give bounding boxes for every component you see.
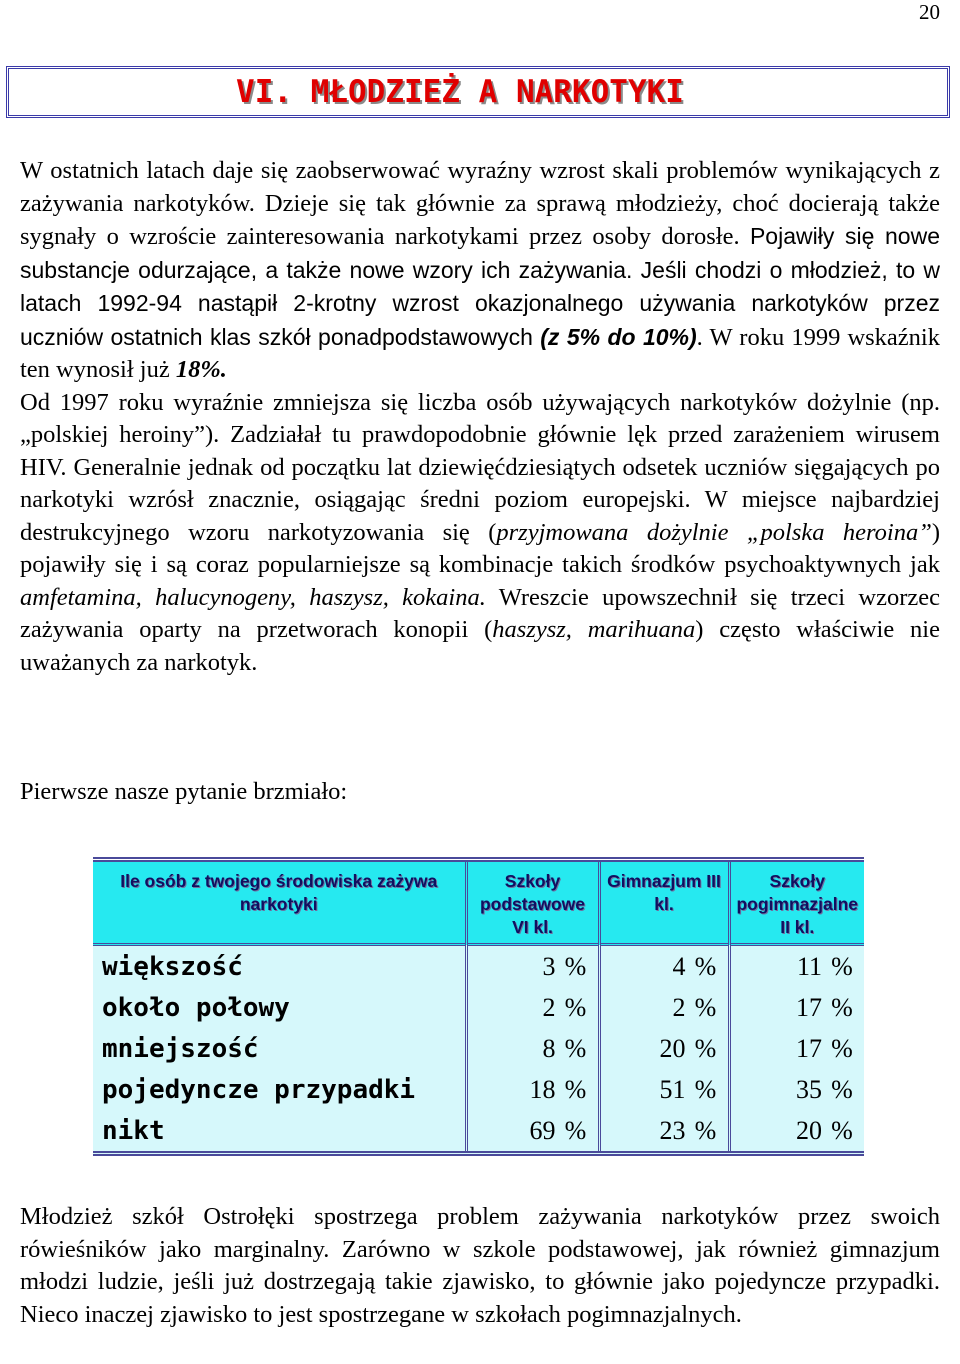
percent-value: 69: [529, 1115, 556, 1145]
table-row: [93, 1069, 864, 1110]
row-value-cell: [466, 1110, 599, 1154]
intro-emphasis-drugs: amfetamina, halucynogeny, haszysz, kokaina.: [20, 583, 486, 611]
row-value-cell: [729, 987, 864, 1028]
intro-sentence-1: W ostatnich latach daje się zaobserwować wyraźny wzrost skali problemów wynikających z zażywania narkotyków. Dzieje się tak głównie za sprawą młodzieży, choć docierają także sygnały o wzroście zainteresowania narkotykami przez osoby dorosłe.: [20, 157, 940, 250]
row-value-cell: [599, 945, 729, 988]
percent-sign: %: [831, 992, 853, 1022]
percent-sign: %: [831, 1033, 853, 1063]
survey-table-body: [93, 945, 864, 1154]
percent-value: 2: [542, 992, 556, 1022]
intro-sentence-5: ) pojawiły się i są coraz popularniejsze są kombinacje takich środków psychoaktywnych jak: [20, 518, 940, 578]
percent-value: 18: [529, 1074, 556, 1104]
row-value-cell: [729, 1110, 864, 1154]
percent-value: 2: [672, 992, 686, 1022]
table-row: [93, 987, 864, 1028]
row-value-cell: [729, 1028, 864, 1069]
table-header-row: [93, 860, 864, 945]
percent-sign: %: [831, 1074, 853, 1104]
chapter-title: VI. MŁODZIEŻ A NARKOTYKI: [236, 74, 684, 110]
percent-sign: %: [694, 1074, 717, 1104]
row-label: około połowy: [93, 987, 466, 1028]
header-question: Ile osób z twojego środowiska zażywa narkotyki: [93, 860, 466, 945]
percent-value: 4: [672, 951, 686, 981]
header-primary-school: Szkoły podstawowe VI kl.: [466, 860, 599, 945]
row-value-cell: [599, 1028, 729, 1069]
percent-sign: %: [694, 951, 717, 981]
page-number: 20: [919, 0, 940, 24]
percent-sign: %: [831, 1115, 853, 1145]
percent-value: 8: [542, 1033, 556, 1063]
percent-value: 20: [659, 1033, 686, 1063]
percent-sign: %: [831, 951, 853, 981]
percent-value: 11: [796, 951, 822, 981]
percent-value: 3: [542, 951, 556, 981]
row-value-cell: [599, 987, 729, 1028]
row-value-cell: [599, 1069, 729, 1110]
conclusion-paragraph: Młodzież szkół Ostrołęki spostrzega problem zażywania narkotyków przez swoich rówieśników jako marginalny. Zarówno w szkole podstawowej, jak również gimnazjum młodzi ludzie, jeśli już dostrzegają takie zjawisko, to głównie jako pojedyncze przypadki. Nieco inaczej zjawisko to jest spostrzegane w szkołach pogimnazjalnych.: [20, 1203, 940, 1328]
percent-value: 17: [796, 992, 822, 1022]
intro-sentence-3: . W roku 1999 wskaźnik ten wynosił już: [20, 323, 940, 383]
row-value-cell: [729, 945, 864, 988]
percent-value: 51: [659, 1074, 686, 1104]
row-label: mniejszość: [93, 1028, 466, 1069]
table-row: [93, 945, 864, 988]
intro-sentence-7: ) często właściwie nie uważanych za narkotyk.: [20, 616, 940, 676]
row-value-cell: [599, 1110, 729, 1154]
intro-emphasis-18: 18%.: [175, 356, 227, 383]
chapter-title-box: [6, 66, 950, 118]
survey-table-container: [93, 857, 864, 1156]
row-label: pojedyncze przypadki: [93, 1069, 466, 1110]
percent-sign: %: [564, 1033, 587, 1063]
row-value-cell: [466, 1028, 599, 1069]
row-value-cell: [466, 1069, 599, 1110]
table-row: [93, 1028, 864, 1069]
intro-emphasis-heroina: przyjmowana dożylnie „polska heroina”: [496, 518, 932, 546]
table-row: [93, 1110, 864, 1154]
survey-table: [93, 857, 864, 1156]
percent-sign: %: [694, 992, 717, 1022]
row-label: większość: [93, 945, 466, 988]
row-value-cell: [729, 1069, 864, 1110]
intro-sentence-4: Od 1997 roku wyraźnie zmniejsza się liczba osób używających narkotyków dożylnie (np. „polskiej heroiny”). Zadziałał tu prawdopodobnie głównie lęk przed zarażeniem wirusem HIV. Generalnie jednak od początku lat dziewięćdziesiątych odsetek uczniów sięgających po narkotyki wzrósł znacznie, osiągając średni poziom europejski. W miejsce najbardziej destrukcyjnego wzoru narkotyzowania się (: [20, 388, 940, 546]
percent-sign: %: [694, 1033, 717, 1063]
intro-paragraph: [20, 155, 940, 679]
question-intro: Pierwsze nasze pytanie brzmiało:: [20, 778, 348, 805]
percent-value: 35: [796, 1074, 822, 1104]
percent-value: 23: [659, 1115, 686, 1145]
header-post-gymnasium: Szkoły pogimnazjalne II kl.: [729, 860, 864, 945]
percent-sign: %: [694, 1115, 717, 1145]
percent-sign: %: [564, 1074, 587, 1104]
row-label: nikt: [93, 1110, 466, 1154]
row-value-cell: [466, 945, 599, 988]
percent-sign: %: [564, 951, 587, 981]
percent-value: 17: [796, 1033, 822, 1063]
percent-sign: %: [564, 1115, 587, 1145]
percent-value: 20: [796, 1115, 822, 1145]
header-gymnasium: Gimnazjum III kl.: [599, 860, 729, 945]
intro-sentence-2: Pojawiły się nowe substancje odurzające, a także nowe wzory ich zażywania. Jeśli chodzi o młodzież, to w latach 1992-94 nastąpił 2-krotny wzrost okazjonalnego używania narkotyków przez uczniów ostatnich klas szkół ponadpodstawowych (z 5% do 10%): [20, 223, 940, 350]
intro-sentence-6: Wreszcie upowszechnił się trzeci wzorzec zażywania oparty na przetworach konopii (: [20, 583, 940, 643]
row-value-cell: [466, 987, 599, 1028]
percent-sign: %: [564, 992, 587, 1022]
intro-emphasis-cannabis: haszysz, marihuana: [492, 616, 696, 643]
